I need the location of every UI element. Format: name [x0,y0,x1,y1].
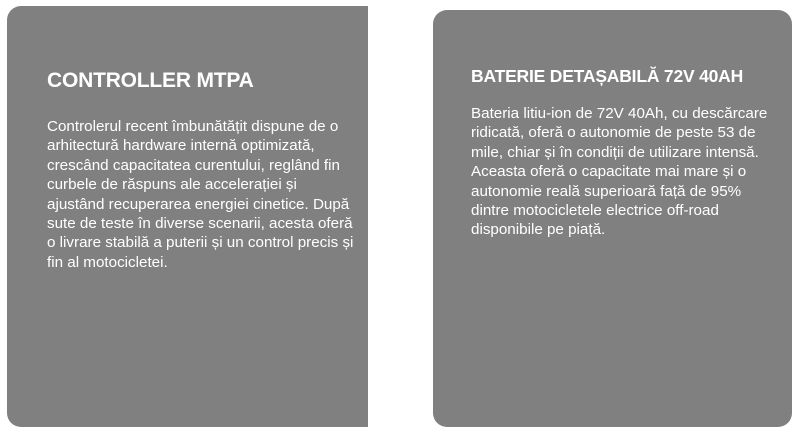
card-title: CONTROLLER MTPA [47,69,254,92]
feature-card-battery [433,10,792,427]
card-description: Bateria litiu-ion de 72V 40Ah, cu descărcare ridicată, oferă o autonomie de peste 53 de mile, chiar și în condiții de utilizare intensă. Aceasta oferă o capacitate mai mare și o autonomie reală superioară față de 95% dintre motocicletele electrice off-road disponibile pe piață. [471,105,768,239]
feature-card-controller [7,6,368,427]
card-description: Controlerul recent îmbunătățit dispune de o arhitectură hardware internă optimizată, crescând capacitatea curentului, reglând fin curbele de răspuns ale accelerației și ajustând recuperarea energiei cinetice. După sute de teste în diverse scenarii, acesta oferă o livrare stabilă a puterii și un control precis și fin al motocicletei. [47,118,354,271]
card-title: BATERIE DETAȘABILĂ 72V 40AH [471,66,744,86]
